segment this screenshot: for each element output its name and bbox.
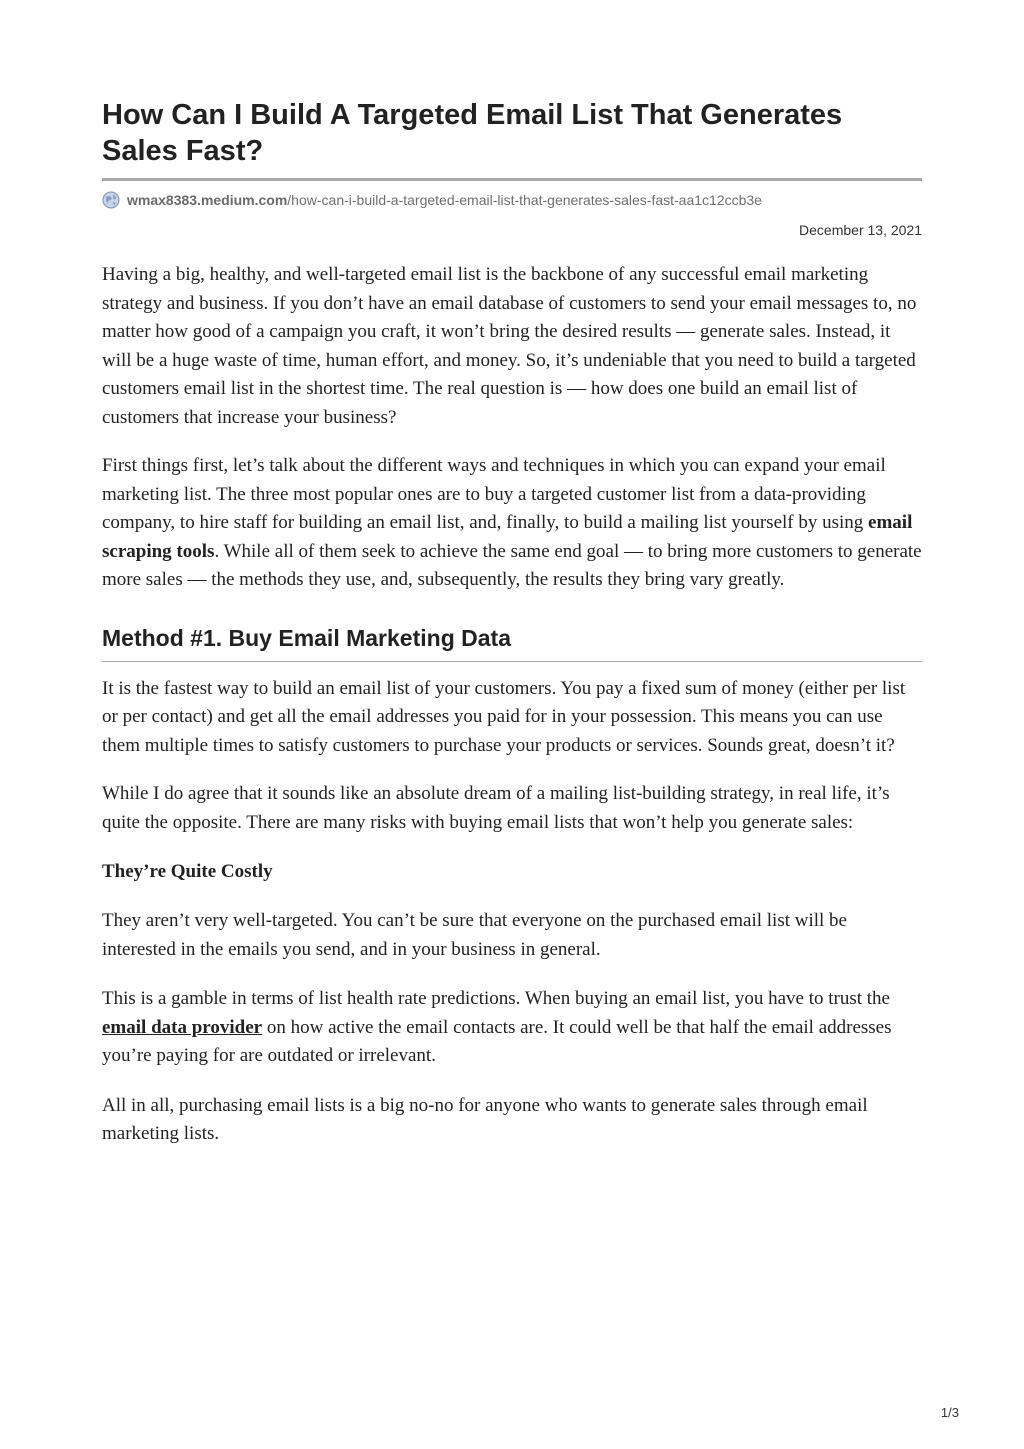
article [102,97,922,1149]
paragraph-fastest-way: It is the fastest way to build an email list of your customers. You pay a fixed sum of money (either per list or per contact) and get all the email addresses you paid for in your possession. This means you can use them multiple times to satisfy customers to purchase your products or services. Sounds great, doesn’t it? [102,677,906,756]
email-scraping-tools-bold: email scraping tools [102,512,913,562]
section-divider [102,661,922,662]
paragraph-gamble [102,985,922,1071]
article-title: How Can I Build A Targeted Email List That Generates Sales Fast? [102,99,843,167]
subheading-quite-costly: They’re Quite Costly [102,861,273,882]
publish-date: December 13, 2021 [799,222,922,238]
paragraph-gamble-text-start: This is a gamble in terms of list health rate predictions. When buying an email list, you have to trust the [102,988,890,1009]
paragraph-all-in-all: All in all, purchasing email lists is a big no-no for anyone who wants to generate sales through email marketing lists. [102,1094,868,1144]
page-number: 1/3 [940,1405,959,1420]
source-line [102,190,922,210]
paragraph-not-targeted: They aren’t very well-targeted. You can’t be sure that everyone on the purchased email list will be interested in the emails you send, and in your business in general. [102,910,847,960]
title-divider [102,178,922,181]
globe-icon [102,191,120,209]
paragraph-gamble-text-end: on how active the email contacts are. It could well be that half the email addresses you’re paying for are outdated or irrelevant. [102,1016,892,1066]
paragraph-ways-text-start: First things first, let’s talk about the different ways and techniques in which you can expand your email marketing list. The three most popular ones are to buy a targeted customer list from a data-providing company, to hire staff for building an email list, and, finally, to build a mailing list yourself by using [102,455,886,533]
email-data-provider-link[interactable]: email data provider [102,1016,263,1038]
source-path[interactable]: /how-can-i-build-a-targeted-email-list-that-generates-sales-fast-aa1c12ccb3e [287,192,762,208]
paragraph-ways [102,452,922,595]
paragraph-intro: Having a big, healthy, and well-targeted email list is the backbone of any successful email marketing strategy and business. If you don’t have an email database of customers to send your email messages to, no matter how good of a campaign you craft, it won’t bring the desired results — generate sales. Instead, it will be a huge waste of time, human effort, and money. So, it’s undeniable that you need to build a targeted customers email list in the shortest time. The real question is — how does one build an email list of customers that increase your business? [102,264,917,428]
paragraph-risks: While I do agree that it sounds like an absolute dream of a mailing list-building strategy, in real life, it’s quite the opposite. There are many risks with buying email lists that won’t help you generate sales: [102,783,890,833]
source-domain[interactable]: wmax8383.medium.com [127,192,288,208]
paragraph-ways-text-end: . While all of them seek to achieve the same end goal — to bring more customers to generate more sales — the methods they use, and, subsequently, the results they bring vary greatly. [102,540,922,590]
section-heading-method-1: Method #1. Buy Email Marketing Data [102,624,511,651]
